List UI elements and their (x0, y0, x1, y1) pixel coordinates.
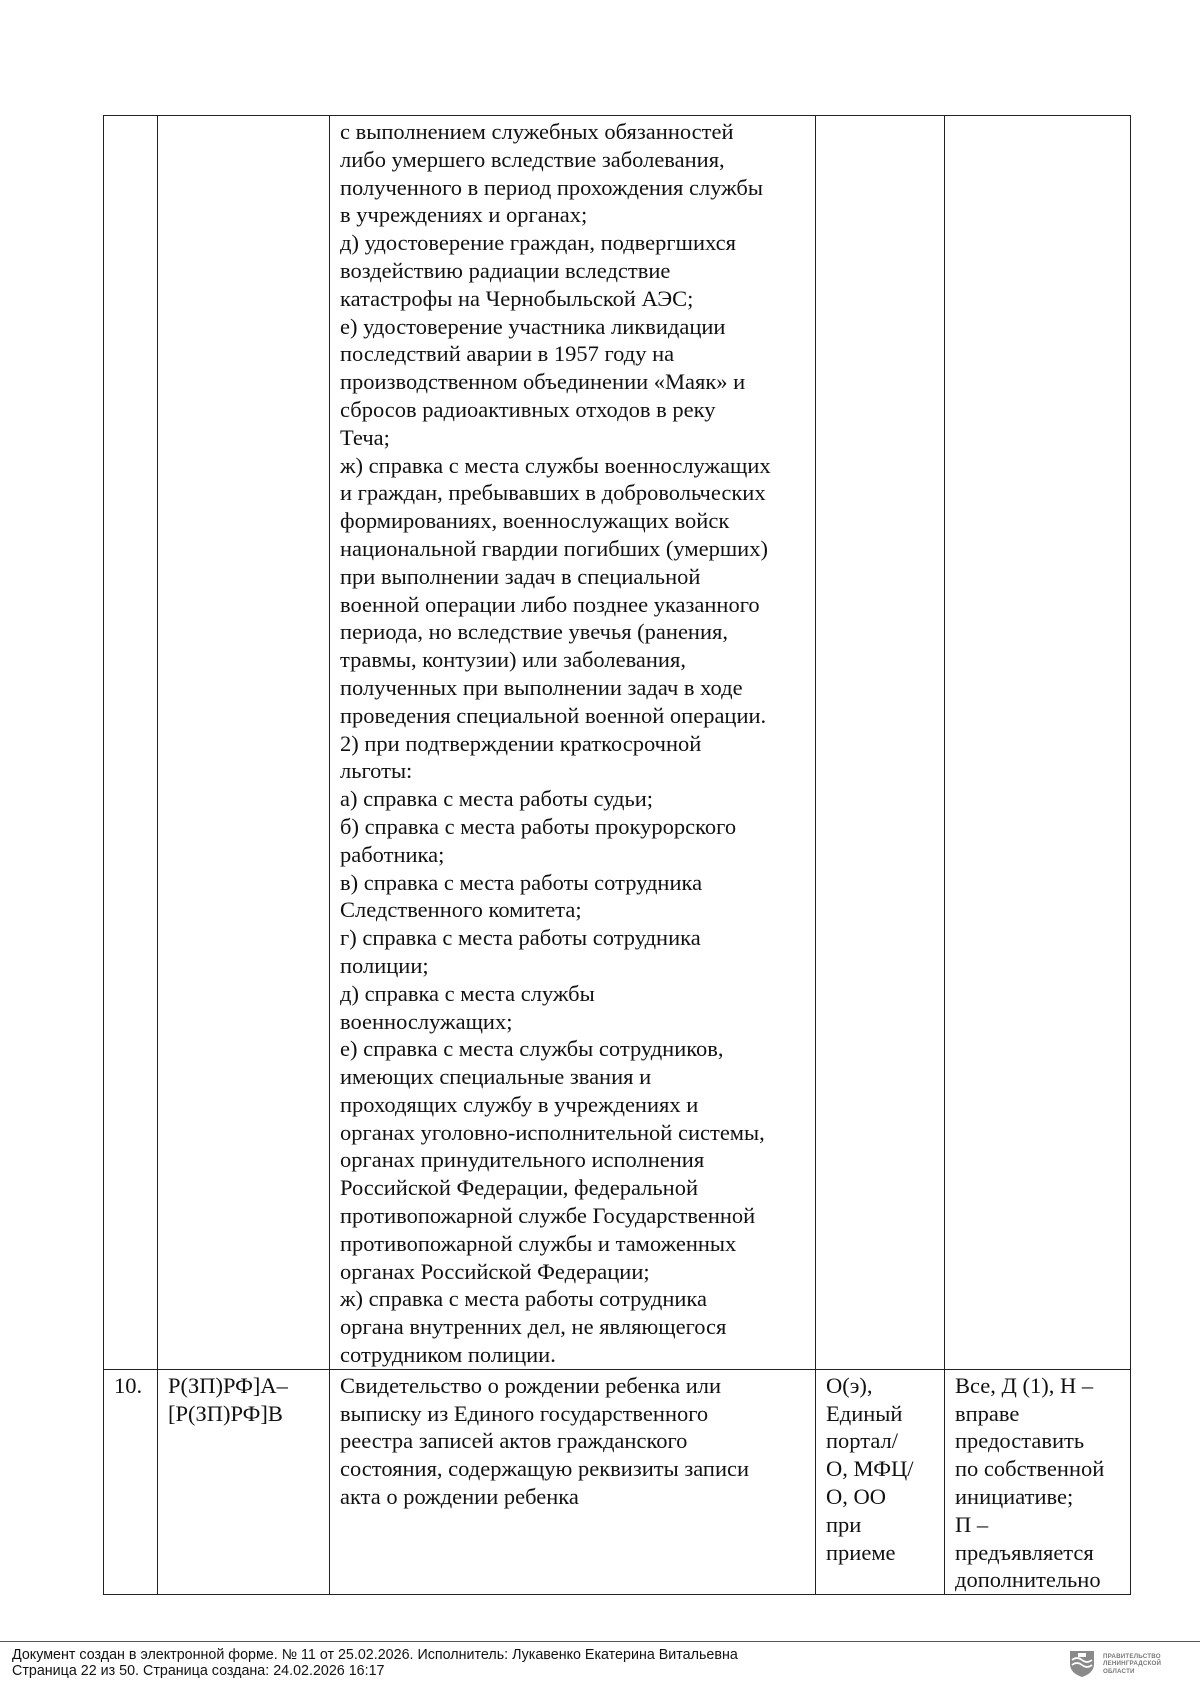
text-line: органах принудительного исполнения (340, 1147, 705, 1173)
text-line: приеме (826, 1539, 896, 1565)
row-method (816, 116, 945, 1370)
table-row (104, 1369, 1131, 1594)
text-line: по собственной (955, 1456, 1105, 1482)
text-line: Единый (826, 1400, 903, 1426)
table-row (104, 116, 1131, 1370)
text-line: травмы, контузии) или заболевания, (340, 647, 686, 673)
text-line: б) справка с места работы прокурорского (340, 813, 737, 839)
text-line: производственном объединении «Маяк» и (340, 369, 746, 395)
text-line: Следственного комитета; (340, 897, 582, 923)
text-line: 2) при подтверждении краткосрочной (340, 730, 702, 756)
text-line: Все, Д (1), Н – (955, 1372, 1094, 1398)
text-line: предъявляется (955, 1539, 1094, 1565)
text-line: д) справка с места службы (340, 980, 595, 1006)
text-line: О(э), (826, 1372, 873, 1398)
text-line: дополнительно (955, 1567, 1101, 1593)
text-line: имеющих специальные звания и (340, 1064, 652, 1090)
text-line: ж) справка с места работы сотрудника (340, 1286, 708, 1312)
text-line: национальной гвардии погибших (умерших) (340, 535, 768, 561)
text-line: инициативе; (955, 1484, 1074, 1510)
government-logo (1069, 1650, 1161, 1678)
text-line: и граждан, пребывавших в добровольческих (340, 480, 766, 506)
text-line: выписку из Единого государственного (340, 1400, 709, 1426)
footer-divider (0, 1641, 1200, 1642)
text-line: проведения специальной военной операции. (340, 702, 767, 728)
document-table (103, 115, 1131, 1595)
row-conditions (945, 116, 1131, 1370)
text-line: периода, но вследствие увечья (ранения, (340, 619, 728, 645)
text-line: г) справка с места работы сотрудника (340, 925, 701, 951)
text-line: последствий аварии в 1957 году на (340, 341, 675, 367)
coat-of-arms-icon (1069, 1650, 1095, 1678)
text-line: органа внутренних дел, не являющегося (340, 1314, 727, 1340)
text-line: акта о рождении ребенка (340, 1484, 579, 1510)
text-line: [Р(ЗП)РФ]В (168, 1400, 283, 1426)
footer-document-info: Документ создан в электронной форме. № 11 от 25.02.2026. Исполнитель: Лукавенко Екатерина Витальевна (12, 1647, 738, 1663)
row-method (816, 1369, 945, 1594)
text-line: при выполнении задач в специальной (340, 563, 701, 589)
text-line: е) справка с места службы сотрудников, (340, 1036, 724, 1062)
text-line: д) удостоверение граждан, подвергшихся (340, 230, 736, 256)
row-code (158, 116, 330, 1370)
text-line: полученных при выполнении задач в ходе (340, 674, 743, 700)
text-line: ж) справка с места службы военнослужащих (340, 452, 771, 478)
text-line: сотрудником полиции. (340, 1342, 556, 1368)
text-line: полиции; (340, 952, 429, 978)
text-line: портал/ (826, 1428, 899, 1454)
text-line: сбросов радиоактивных отходов в реку (340, 396, 716, 422)
text-line: органах Российской Федерации; (340, 1258, 650, 1284)
text-line: либо умершего вследствие заболевания, (340, 146, 725, 172)
text-line: предоставить (955, 1428, 1085, 1454)
text-line: в учреждениях и органах; (340, 202, 588, 228)
row-documents (330, 116, 816, 1370)
text-line: в) справка с места работы сотрудника (340, 869, 703, 895)
row-documents (330, 1369, 816, 1594)
text-line: Российской Федерации, федеральной (340, 1175, 698, 1201)
logo-line: ЛЕНИНГРАДСКОЙ (1103, 1660, 1162, 1668)
logo-caption (1103, 1653, 1161, 1676)
text-line: Свидетельство о рождении ребенка или (340, 1372, 722, 1398)
text-line: формированиях, военнослужащих войск (340, 508, 730, 534)
logo-line: ОБЛАСТИ (1103, 1667, 1135, 1675)
text-line: состояния, содержащую реквизиты записи (340, 1456, 750, 1482)
text-line: противопожарной службы и таможенных (340, 1230, 737, 1256)
text-line: органах уголовно-исполнительной системы, (340, 1119, 765, 1145)
footer (12, 1648, 738, 1679)
text-line: работника; (340, 841, 445, 867)
text-line: Теча; (340, 424, 390, 450)
text-line: проходящих службу в учреждениях и (340, 1091, 699, 1117)
footer-page-info: Страница 22 из 50. Страница создана: 24.02.2026 16:17 (12, 1662, 385, 1679)
text-line: е) удостоверение участника ликвидации (340, 313, 726, 339)
text-line: а) справка с места работы судьи; (340, 786, 654, 812)
text-line: полученного в период прохождения службы (340, 174, 763, 200)
text-line: противопожарной службе Государственной (340, 1203, 756, 1229)
text-line: катастрофы на Чернобыльской АЭС; (340, 285, 694, 311)
logo-line: ПРАВИТЕЛЬСТВО (1103, 1652, 1161, 1660)
text-line: при (826, 1511, 862, 1537)
text-line: вправе (955, 1400, 1020, 1426)
row-number (104, 116, 158, 1370)
row-conditions (945, 1369, 1131, 1594)
text-line: реестра записей актов гражданского (340, 1428, 688, 1454)
text-line: воздействию радиации вследствие (340, 257, 671, 283)
row-number: 10. (104, 1369, 158, 1594)
text-line: льготы: (340, 758, 413, 784)
text-line: военной операции либо позднее указанного (340, 591, 760, 617)
text-line: О, ОО (826, 1484, 886, 1510)
text-line: военнослужащих; (340, 1008, 513, 1034)
row-code (158, 1369, 330, 1594)
text-line: с выполнением служебных обязанностей (340, 119, 734, 144)
text-line: О, МФЦ/ (826, 1456, 914, 1482)
text-line: Р(ЗП)РФ]А– (168, 1372, 288, 1398)
text-line: П – (955, 1511, 989, 1537)
